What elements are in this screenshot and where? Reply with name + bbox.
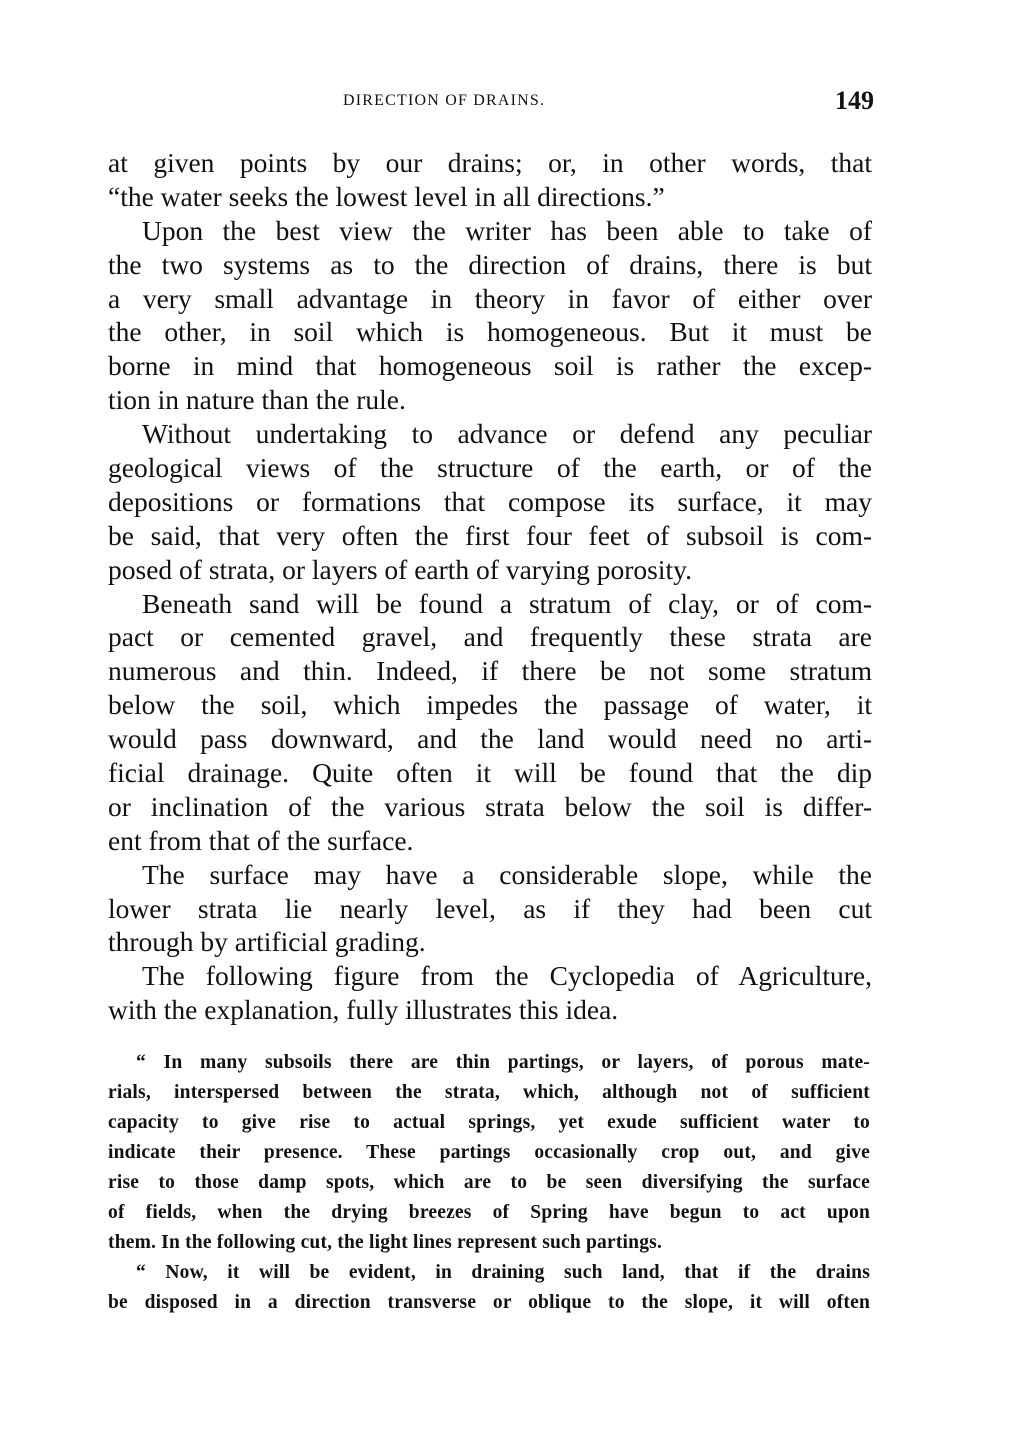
text-line: with the explanation, fully illustrates this idea. xyxy=(108,994,619,1026)
paragraph xyxy=(108,959,872,1027)
page-number: 149 xyxy=(835,86,874,115)
text-line: pact or cemented gravel, and frequently these strata are xyxy=(108,621,872,653)
text-line: indicate their presence. These partings occasionally crop out, and give xyxy=(108,1142,870,1163)
paragraph xyxy=(108,146,872,214)
text-line: Without undertaking to advance or defend any peculiar xyxy=(142,418,872,450)
text-line: depositions or formations that compose its surface, it may xyxy=(108,485,872,517)
paragraph xyxy=(108,1258,870,1318)
text-line: “ Now, it will be evident, in draining such land, that if the drains xyxy=(136,1262,870,1283)
text-line: ficial drainage. Quite often it will be found that the dip xyxy=(108,757,872,789)
paragraph xyxy=(108,1048,870,1258)
text-line: “ In many subsoils there are thin partings, or layers, of porous mate- xyxy=(136,1052,870,1073)
paragraph xyxy=(108,587,872,858)
text-line: geological views of the structure of the earth, or of the xyxy=(108,452,872,484)
text-line: of fields, when the drying breezes of Spring have begun to act upon xyxy=(108,1202,870,1223)
text-line: be said, that very often the first four feet of subsoil is com- xyxy=(108,519,872,551)
body-text xyxy=(108,146,872,1027)
text-line: be disposed in a direction transverse or oblique to the slope, it will often xyxy=(108,1292,870,1313)
text-line: rise to those damp spots, which are to be seen diversifying the surface xyxy=(108,1172,870,1193)
text-line: numerous and thin. Indeed, if there be not some stratum xyxy=(108,655,872,687)
text-line: rials, interspersed between the strata, which, although not of sufficient xyxy=(108,1082,870,1103)
text-line: them. In the following cut, the light lines represent such partings. xyxy=(108,1232,663,1253)
block-quote xyxy=(108,1048,870,1318)
text-line: at given points by our drains; or, in other words, that xyxy=(108,147,872,178)
text-line: “the water seeks the lowest level in all directions.” xyxy=(108,180,665,212)
text-line: tion in nature than the rule. xyxy=(108,384,406,416)
text-line: The surface may have a considerable slope, while the xyxy=(142,858,872,890)
text-line: Beneath sand will be found a stratum of clay, or of com- xyxy=(142,587,872,619)
text-line: the two systems as to the direction of drains, there is but xyxy=(108,248,872,280)
paragraph xyxy=(108,858,872,960)
text-line: the other, in soil which is homogeneous. But it must be xyxy=(108,316,872,348)
text-line: The following figure from the Cyclopedia of Agriculture, xyxy=(142,960,872,992)
text-line: a very small advantage in theory in favor of either over xyxy=(108,282,872,314)
text-line: lower strata lie nearly level, as if they had been cut xyxy=(108,892,872,924)
page-header xyxy=(108,86,874,116)
text-line: ent from that of the surface. xyxy=(108,824,414,856)
text-line: capacity to give rise to actual springs, yet exude sufficient water to xyxy=(108,1112,870,1133)
running-title: DIRECTION OF DRAINS. xyxy=(343,92,546,109)
paragraph xyxy=(108,214,872,417)
text-line: below the soil, which impedes the passage of water, it xyxy=(108,689,872,721)
text-line: borne in mind that homogeneous soil is rather the excep- xyxy=(108,350,872,382)
text-line: would pass downward, and the land would need no arti- xyxy=(108,723,872,755)
text-line: through by artificial grading. xyxy=(108,926,426,958)
text-line: Upon the best view the writer has been able to take of xyxy=(142,214,872,246)
paragraph xyxy=(108,417,872,586)
text-line: or inclination of the various strata below the soil is differ- xyxy=(108,790,872,822)
text-line: posed of strata, or layers of earth of varying porosity. xyxy=(108,553,692,585)
